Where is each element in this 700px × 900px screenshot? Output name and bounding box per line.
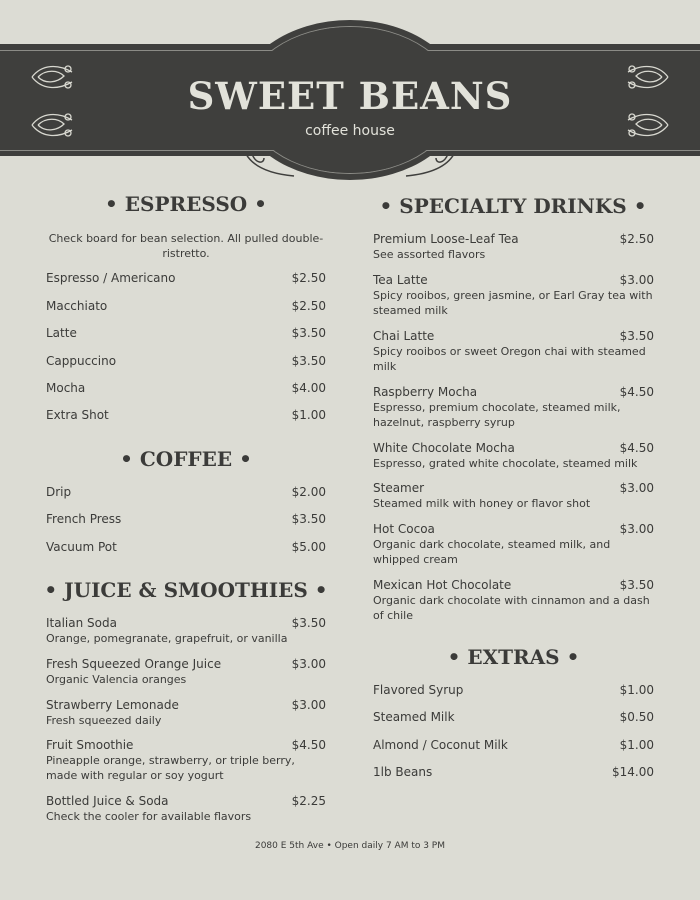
section-title-espresso: • ESPRESSO • <box>105 192 267 216</box>
flourish-icon <box>404 150 456 180</box>
shop-title: SWEET BEANS <box>187 74 513 118</box>
section-title-extras: • EXTRAS • <box>447 645 580 669</box>
section-title-specialty: • SPECIALTY DRINKS • <box>379 194 647 218</box>
section-title-coffee: • COFFEE • <box>120 447 252 471</box>
section-title-juice: • JUICE & SMOOTHIES • <box>44 578 328 602</box>
shop-subtitle: coffee house <box>305 123 395 139</box>
footer-address: 2080 E 5th Ave • Open daily 7 AM to 3 PM <box>254 841 445 851</box>
espresso-note: Check board for bean selection. All pulled double-ristretto. <box>48 232 324 260</box>
flourish-icon <box>244 150 296 180</box>
